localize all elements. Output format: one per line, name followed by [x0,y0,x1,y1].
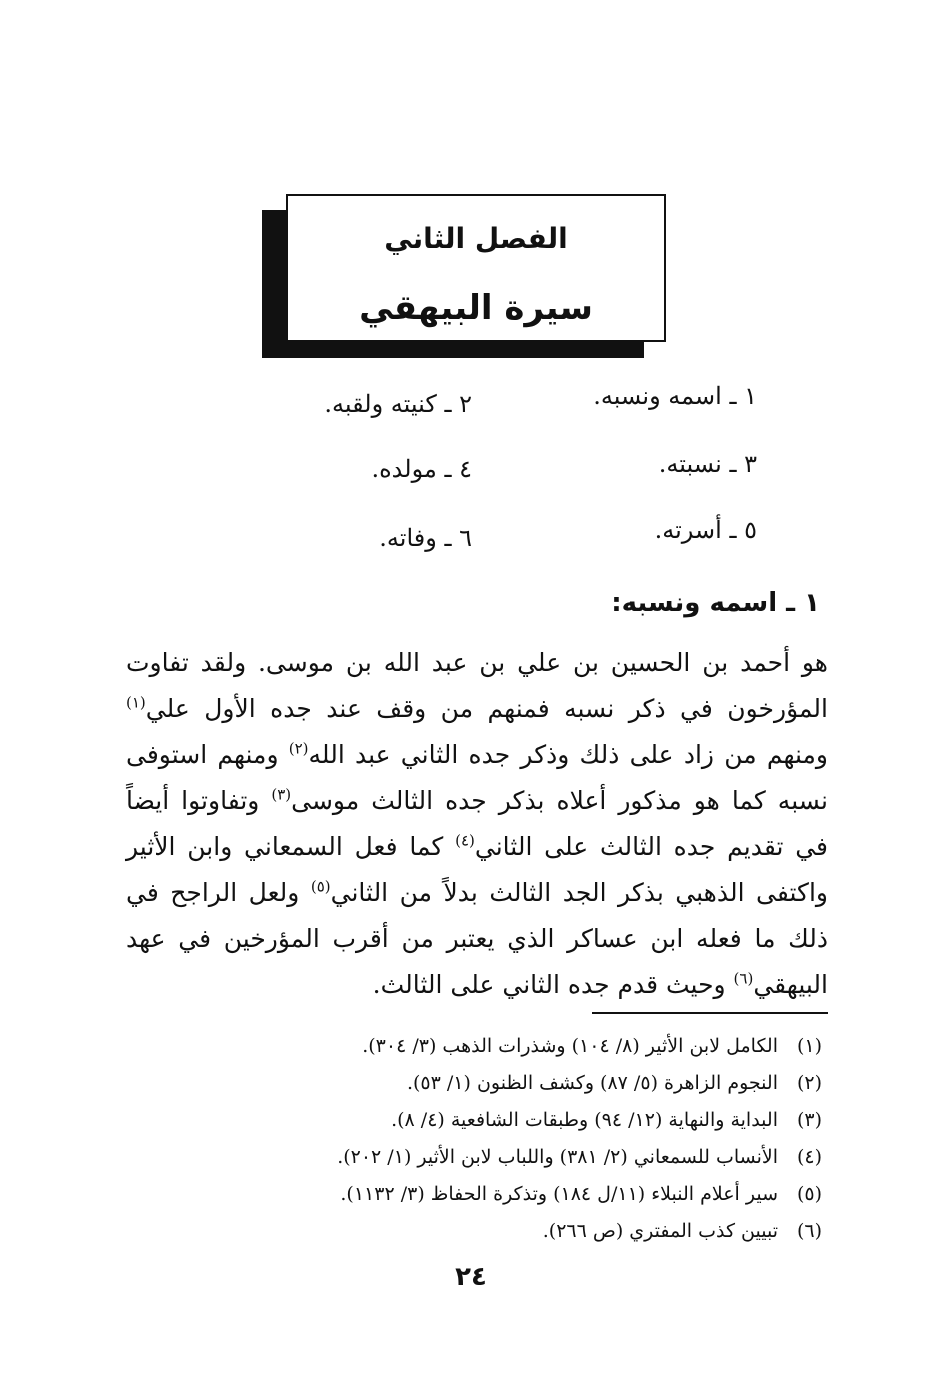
footnote-item [102,1028,822,1065]
footnote-number: (٢) [796,1072,822,1094]
footnote-ref[interactable]: (٤) [455,831,475,850]
body-text-segment: ومنهم من زاد على ذلك وذكر جده الثاني عبد الله [308,740,828,769]
page-number: ٢٤ [455,1262,487,1292]
footnote-text: سير أعلام النبلاء (١١/ل ١٨٤) وتذكرة الحفاظ (٣/ ١١٣٢). [340,1183,778,1205]
footnote-text: الكامل لابن الأثير (٨/ ١٠٤) وشذرات الذهب (٣/ ٣٠٤). [362,1035,778,1057]
body-text-segment: وتفاوتوا أيضاً في تقديم جده الثالث على الثاني [126,786,828,861]
topic-item: ١ ـ اسمه ونسبه. [593,382,757,410]
footnote-number: (٦) [796,1220,822,1242]
footnotes-list [102,1028,822,1250]
chapter-number: الفصل الثاني [384,222,568,255]
topic-item: ٢ ـ كنيته ولقبه. [324,390,472,418]
footnote-ref[interactable]: (٦) [733,969,754,988]
footnote-item [102,1102,822,1139]
body-text-segment: هو أحمد بن الحسين بن علي بن عبد الله بن موسى. ولقد تفاوت المؤرخون في ذكر نسبه فمنهم من وقف عند جده الأول علي [126,648,828,723]
chapter-title: سيرة البيهقي [359,288,593,328]
footnote-number: (٥) [796,1183,822,1205]
topic-item: ٦ ـ وفاته. [379,524,472,552]
footnote-ref[interactable]: (١) [126,693,146,712]
footnote-ref[interactable]: (٣) [271,785,292,804]
body-text-segment: ولعل الراجح في ذلك ما فعله ابن عساكر الذي يعتبر من أقرب المؤرخين في عهد البيهقي [126,878,828,999]
topic-item: ٣ ـ نسبته. [658,450,757,478]
footnote-item [102,1065,822,1102]
footnote-number: (٤) [796,1146,822,1168]
footnote-text: النجوم الزاهرة (٥/ ٨٧) وكشف الظنون (١/ ٥٣). [406,1072,778,1094]
footnote-text: الأنساب للسمعاني (٢/ ٣٨١) واللباب لابن الأثير (١/ ٢٠٢). [337,1146,778,1168]
topic-item: ٥ ـ أسرته. [654,516,757,544]
footnote-ref[interactable]: (٥) [310,877,331,896]
footnote-ref[interactable]: (٢) [288,739,309,758]
footnote-divider [592,1012,828,1014]
footnote-item [102,1176,822,1213]
topic-item: ٤ ـ مولده. [371,455,472,483]
footnote-item [102,1139,822,1176]
footnote-number: (٣) [796,1109,822,1131]
footnote-text: البداية والنهاية (١٢/ ٩٤) وطبقات الشافعية (٤/ ٨). [391,1109,778,1131]
body-text-segment: ومنهم استوفى نسبه كما هو مذكور أعلاه بذكر جده الثالث موسى [126,740,828,815]
body-text-segment: كما فعل السمعاني وابن الأثير واكتفى الذهبي بذكر الجد الثالث بدلاً من الثاني [126,832,828,907]
body-text-segment: وحيث قدم جده الثاني على الثالث. [372,970,734,999]
footnote-number: (١) [796,1035,822,1057]
footnote-text: تبيين كذب المفتري (ص ٢٦٦). [542,1220,778,1242]
section-heading: ١ ـ اسمه ونسبه: [611,588,820,618]
body-paragraph [126,640,828,1008]
footnote-item [102,1213,822,1250]
chapter-title-box [286,194,666,342]
